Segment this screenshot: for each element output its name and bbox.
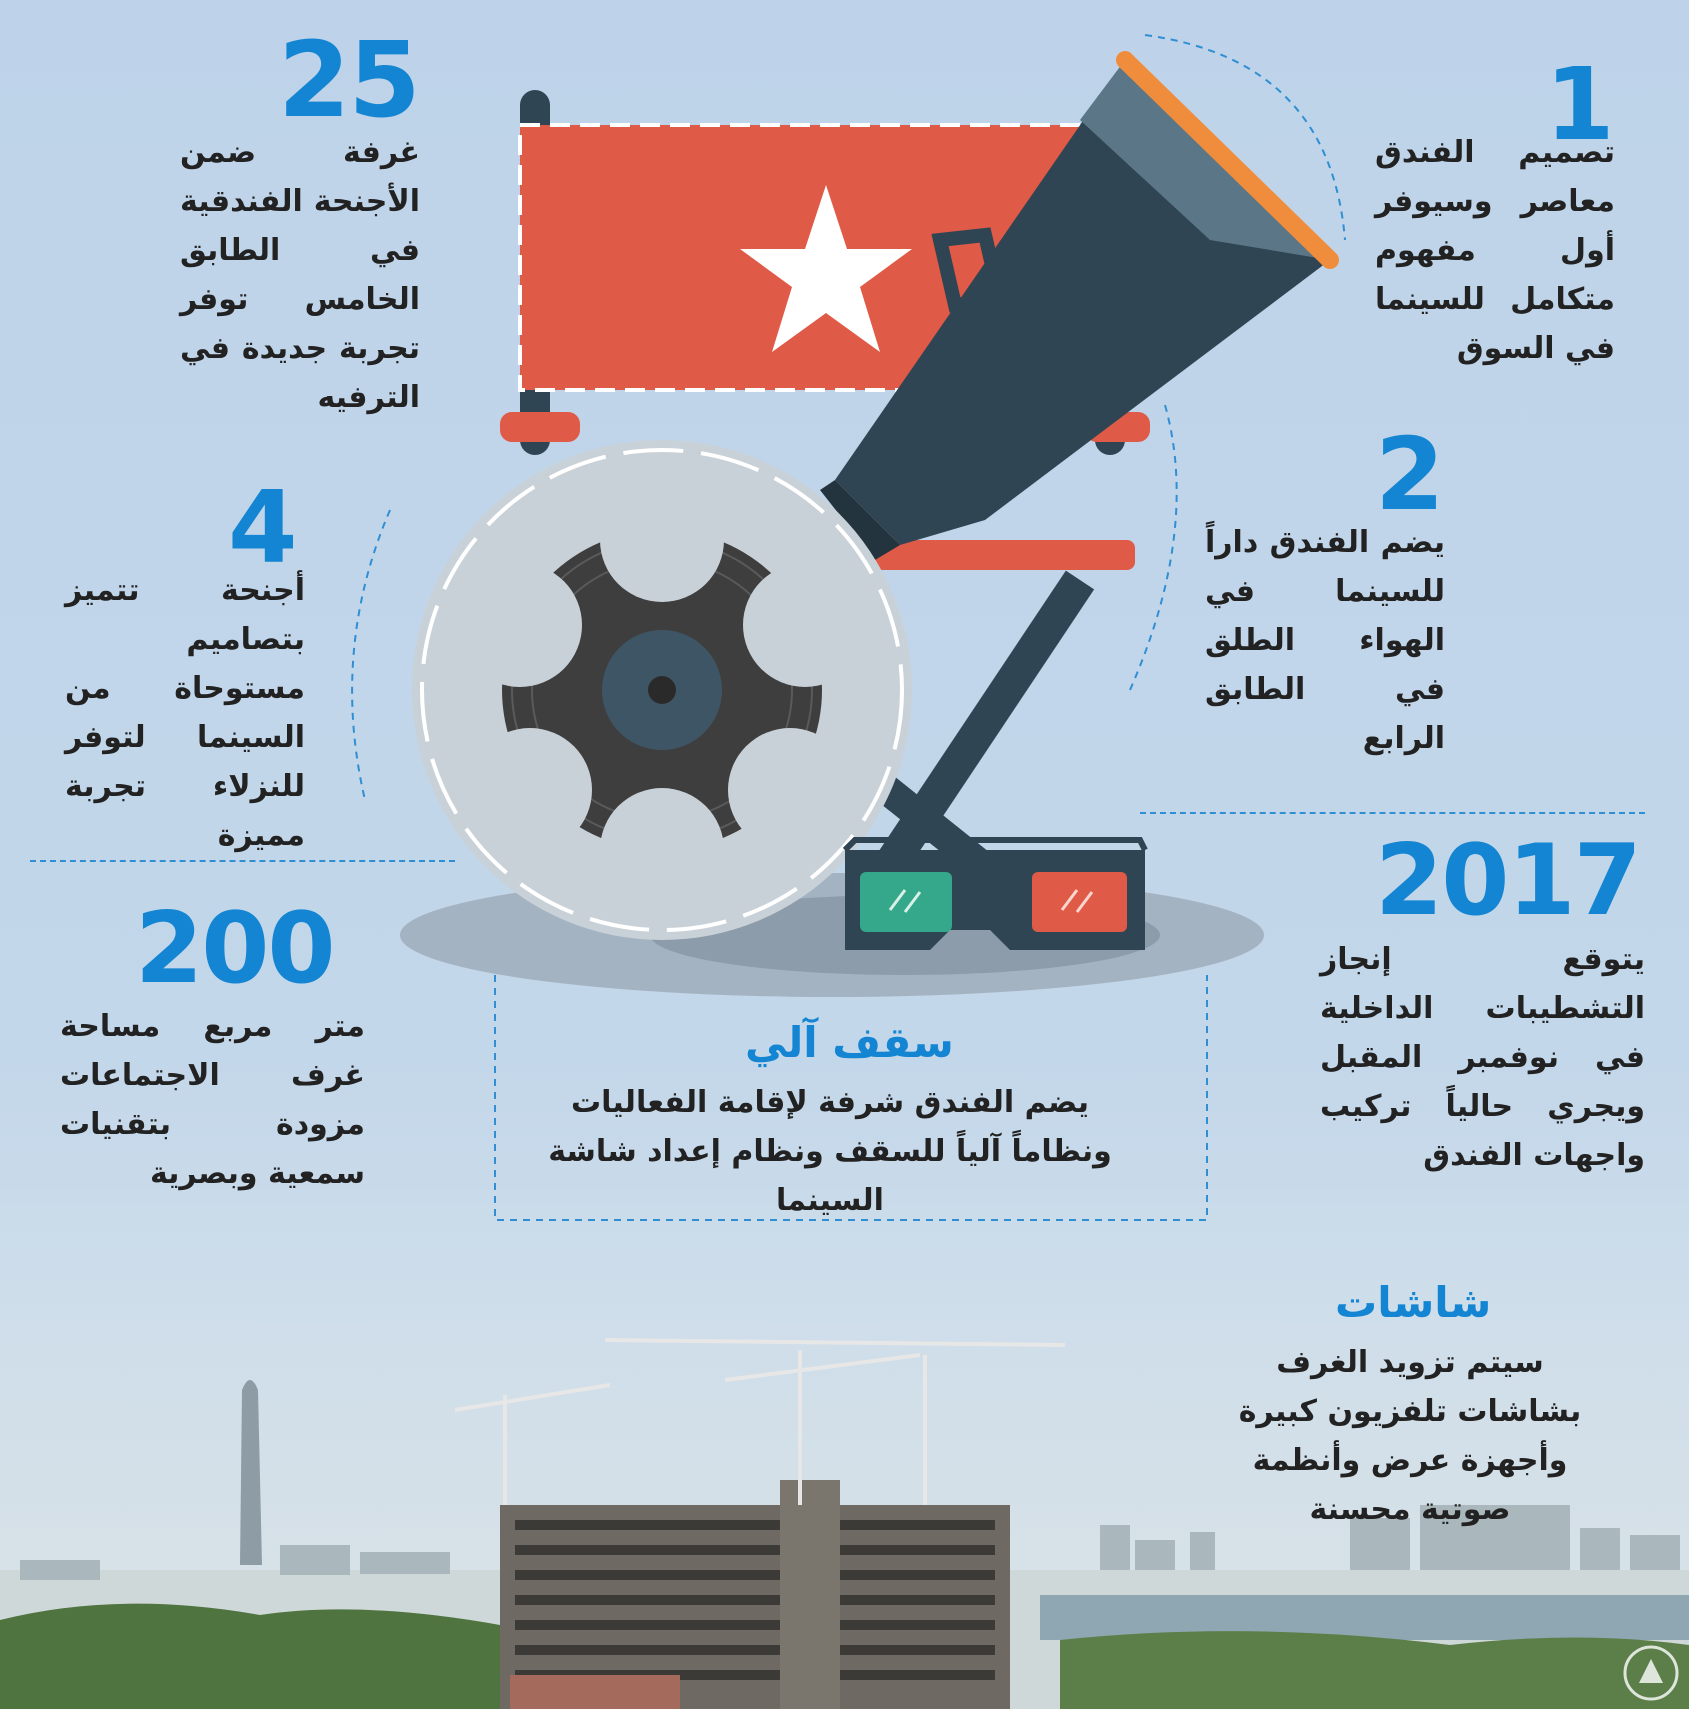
divider-right	[1140, 812, 1645, 814]
stat-1-number: 1	[1545, 46, 1613, 163]
dashed-arc-left	[352, 510, 390, 800]
stat-1-text: تصميم الفندق معاصر وسيوفر أول مفهوم متكامل للسينما في السوق	[1375, 135, 1615, 366]
divider-left	[30, 860, 455, 862]
logo-icon	[1621, 1643, 1681, 1703]
stat-2-number: 2	[1375, 416, 1443, 533]
stat-25-text: غرفة ضمن الأجنحة الفندقية في الطابق الخامس توفر تجربة جديدة في الترفيه	[180, 135, 420, 415]
stat-200-number: 200	[135, 892, 334, 1006]
stat-200-text: متر مربع مساحة غرف الاجتماعات مزودة بتقنيات سمعية وبصرية	[60, 1009, 365, 1191]
dashed-arc-right	[1130, 405, 1177, 690]
stat-2017-text: يتوقع إنجاز التشطيبات الداخلية في نوفمبر المقبل ويجري حالياً تركيب واجهات الفندق	[1320, 942, 1645, 1173]
screens-title: شاشات	[1335, 1278, 1492, 1327]
stat-4-number: 4	[228, 469, 296, 586]
stat-2-text: يضم الفندق داراً للسينما في الهواء الطلق في الطابق الرابع	[1205, 525, 1445, 756]
film-reel-icon	[412, 440, 912, 940]
ceiling-title: سقف آلي	[745, 1018, 954, 1067]
stat-2017-number: 2017	[1375, 824, 1640, 938]
ceiling-text: يضم الفندق شرفة لإقامة الفعاليات ونظاماً آلياً للسقف ونظام إعداد شاشة السينما	[548, 1085, 1112, 1218]
stat-25-number: 25	[278, 19, 419, 141]
3d-glasses-icon	[845, 840, 1145, 950]
screens-text: سيتم تزويد الغرف بشاشات تلفزيون كبيرة وأجهزة عرض وأنظمة صوتية محسنة	[1238, 1345, 1582, 1527]
stat-4-text: أجنحة تتميز بتصاميم مستوحاة من السينما لتوفر للنزلاء تجربة مميزة	[65, 573, 305, 853]
